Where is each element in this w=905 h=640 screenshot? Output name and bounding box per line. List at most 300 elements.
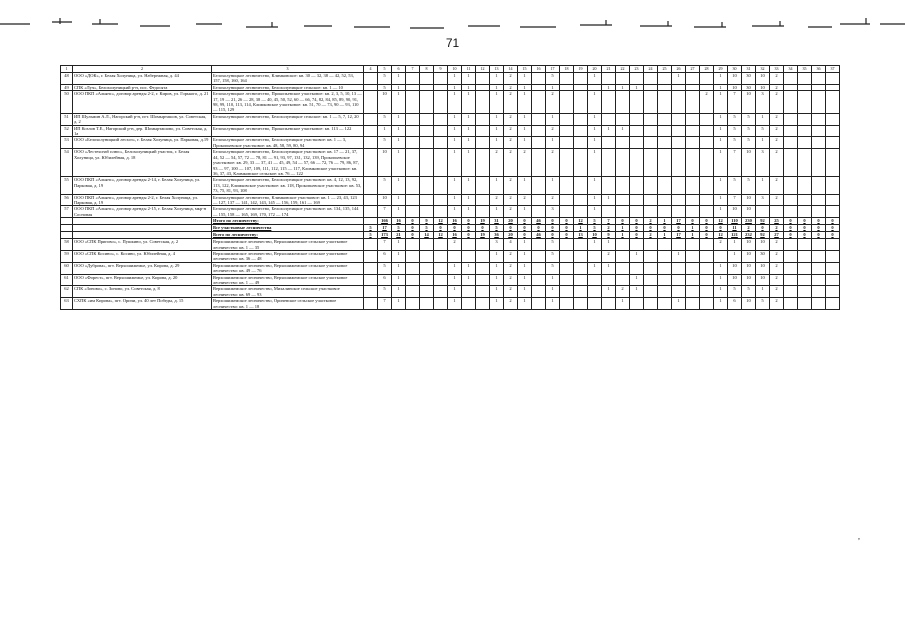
value-cell: 19 — [476, 218, 490, 225]
value-cell: 2 — [504, 262, 518, 274]
row-number-cell: 59 — [61, 250, 73, 262]
value-cell — [826, 113, 840, 125]
value-cell: 2 — [518, 194, 532, 206]
value-cell: 2 — [770, 73, 784, 85]
column-number: 9 — [434, 66, 448, 73]
value-cell — [700, 113, 714, 125]
value-cell — [420, 125, 434, 137]
value-cell — [658, 91, 672, 114]
value-cell — [532, 298, 546, 310]
value-cell: 0 — [462, 232, 476, 239]
value-cell — [602, 149, 616, 177]
value-cell: 1 — [448, 125, 462, 137]
value-cell — [364, 274, 378, 286]
value-cell: 1 — [602, 125, 616, 137]
value-cell — [616, 113, 630, 125]
value-cell: 0 — [826, 225, 840, 232]
value-cell: 0 — [784, 232, 798, 239]
value-cell: 6 — [378, 274, 392, 286]
value-cell: 10 — [728, 206, 742, 218]
value-cell: 2 — [770, 113, 784, 125]
value-cell — [644, 113, 658, 125]
value-cell: 92 — [756, 218, 770, 225]
value-cell: 0 — [756, 225, 770, 232]
value-cell — [826, 137, 840, 149]
organization-cell: ООО «ДОК», г. Белая Холуница, ул. Набережная, д. 44 — [73, 73, 212, 85]
organization-cell: ООО «СПК Пригово», с. Пушкино, ул. Советская, д. 2 — [73, 239, 212, 251]
value-cell: 1 — [518, 137, 532, 149]
row-number-cell: 49 — [61, 84, 73, 90]
value-cell: 2 — [546, 149, 560, 177]
table-row — [61, 286, 840, 298]
value-cell — [574, 113, 588, 125]
value-cell — [434, 194, 448, 206]
value-cell — [826, 149, 840, 177]
value-cell — [364, 262, 378, 274]
value-cell: 0 — [518, 218, 532, 225]
location-cell: Все участковые лесничества — [212, 225, 364, 232]
location-cell: Белохолуницкое лесничество, Прокопьевское участковое: кв. 2, 3, 5, 10, 13 — 17, 19 — 21, 26 — 28, 38 — 40, 45, 50, 52, 60 — 66, 74, 82, 84, 85, 89, 90, 91, 98, 99, 110, 113, 114, Климковское участковое: кв. 51, 70 — 73, 90 — 93, 110 — 115, 129 — [213, 91, 362, 113]
value-cell: 1 — [588, 125, 602, 137]
value-cell — [364, 91, 378, 114]
value-cell: 10 — [756, 274, 770, 286]
value-cell — [644, 149, 658, 177]
value-cell — [672, 206, 686, 218]
value-cell: 0 — [798, 218, 812, 225]
value-cell: 5 — [546, 239, 560, 251]
value-cell: 0 — [672, 225, 686, 232]
value-cell — [560, 239, 574, 251]
value-cell — [616, 262, 630, 274]
value-cell — [630, 239, 644, 251]
value-cell — [532, 73, 546, 85]
value-cell — [812, 298, 826, 310]
value-cell — [434, 239, 448, 251]
value-cell: 232 — [742, 232, 756, 239]
value-cell — [686, 206, 700, 218]
value-cell — [644, 286, 658, 298]
value-cell: 1 — [630, 274, 644, 286]
value-cell: 5 — [364, 225, 378, 232]
location-cell: Белохолуницкое лесничество, Белохолуницкое сельское: кв. 1 — 10 — [212, 84, 364, 90]
table-row — [61, 149, 840, 177]
value-cell: 2 — [546, 194, 560, 206]
organization-cell — [73, 218, 212, 225]
value-cell — [574, 149, 588, 177]
value-cell — [630, 194, 644, 206]
value-cell — [812, 73, 826, 85]
value-cell — [644, 239, 658, 251]
value-cell — [686, 113, 700, 125]
location-cell: Белохолуницкое лесничество, Прокопьевское участковое: кв. 113 — 122 — [212, 125, 364, 137]
value-cell — [826, 91, 840, 114]
value-cell — [476, 262, 490, 274]
value-cell: 0 — [630, 218, 644, 225]
value-cell: 12 — [714, 218, 728, 225]
value-cell — [364, 113, 378, 125]
value-cell: 1 — [616, 125, 630, 137]
location-cell: Белохолуницкое лесничество, Белохолуницкое участковое: кв. 4, 12, 13, 92, 113, 122, Климковское участковое: кв. 118, Прокопьевское участковое: кв. 53, 73, 75, 81, 93, 108 — [212, 177, 364, 194]
value-cell: 1 — [518, 298, 532, 310]
value-cell: 1 — [546, 84, 560, 90]
value-cell: 1 — [728, 250, 742, 262]
value-cell: 0 — [406, 232, 420, 239]
column-number: 4 — [364, 66, 378, 73]
location-cell: Белохолуницкое лесничество, Климковское участковое: кв. 1 — 23, 43, 123 — 127, 137 — 141, 142, 143, 145 — 156, 159, 161 — 169 — [212, 194, 364, 206]
value-cell — [700, 206, 714, 218]
row-number-cell: 52 — [61, 125, 73, 137]
organization-cell: ООО ПКП «Альянс», договор аренды 2-2, г. Белая Холуница, ул. Парковая, д. 19 — [73, 194, 212, 206]
row-number-cell: 54 — [61, 149, 73, 177]
value-cell: 230 — [742, 218, 756, 225]
value-cell: 27 — [770, 232, 784, 239]
value-cell: 0 — [546, 225, 560, 232]
value-cell: 20 — [504, 218, 518, 225]
value-cell: 2 — [714, 239, 728, 251]
value-cell: 1 — [518, 84, 532, 90]
table-row — [61, 177, 840, 194]
value-cell — [784, 194, 798, 206]
organization-cell: ООО ПКП «Альянс», договор аренды 2-14, г. Белая Холуница, ул. Парковая, д. 19 — [73, 177, 212, 194]
value-cell — [364, 218, 378, 225]
value-cell: 5 — [742, 137, 756, 149]
value-cell: 1 — [714, 262, 728, 274]
value-cell: 1 — [490, 84, 504, 90]
value-cell: 5 — [378, 73, 392, 85]
value-cell — [602, 298, 616, 310]
column-number: 2 — [73, 66, 212, 73]
value-cell: 5 — [378, 113, 392, 125]
location-cell: Верхошижемское лесничество, Оричевское сельское участковое лесничество: кв. 1 — 18 — [212, 298, 364, 310]
value-cell: 2 — [700, 91, 714, 114]
value-cell — [798, 298, 812, 310]
value-cell — [784, 73, 798, 85]
value-cell — [532, 262, 546, 274]
column-number: 20 — [588, 66, 602, 73]
value-cell: 7 — [728, 194, 742, 206]
value-cell — [658, 137, 672, 149]
value-cell — [644, 250, 658, 262]
value-cell: 1 — [574, 225, 588, 232]
column-number: 27 — [686, 66, 700, 73]
value-cell: 5 — [728, 137, 742, 149]
value-cell — [826, 239, 840, 251]
value-cell: 10 — [742, 206, 756, 218]
value-cell — [406, 177, 420, 194]
value-cell: 2 — [770, 84, 784, 90]
value-cell — [602, 274, 616, 286]
value-cell — [700, 149, 714, 177]
value-cell — [812, 262, 826, 274]
value-cell — [616, 73, 630, 85]
value-cell — [644, 262, 658, 274]
value-cell — [658, 113, 672, 125]
value-cell — [784, 177, 798, 194]
value-cell: 1 — [448, 177, 462, 194]
row-number-cell: 58 — [61, 239, 73, 251]
value-cell: 1 — [448, 286, 462, 298]
value-cell: 2 — [602, 225, 616, 232]
value-cell — [812, 194, 826, 206]
value-cell: 1 — [518, 125, 532, 137]
value-cell — [602, 113, 616, 125]
value-cell: 0 — [700, 218, 714, 225]
value-cell — [476, 286, 490, 298]
value-cell: 2 — [770, 91, 784, 114]
value-cell: 5 — [378, 286, 392, 298]
value-cell — [700, 262, 714, 274]
value-cell: 5 — [392, 225, 406, 232]
value-cell: 1 — [714, 286, 728, 298]
value-cell — [672, 239, 686, 251]
value-cell — [406, 239, 420, 251]
value-cell — [812, 125, 826, 137]
value-cell: 16 — [448, 232, 462, 239]
row-number-cell: 63 — [61, 298, 73, 310]
value-cell: 2 — [644, 218, 658, 225]
value-cell — [616, 194, 630, 206]
organization-cell: ООО «Форест», пгт. Верхошижемье, ул. Кирова, д. 20 — [73, 274, 212, 286]
value-cell: 0 — [532, 225, 546, 232]
value-cell: 2 — [770, 262, 784, 274]
value-cell — [574, 262, 588, 274]
value-cell: 1 — [462, 206, 476, 218]
value-cell: 0 — [560, 218, 574, 225]
value-cell: 5 — [378, 137, 392, 149]
value-cell: 21 — [392, 232, 406, 239]
value-cell — [364, 206, 378, 218]
value-cell — [798, 125, 812, 137]
value-cell — [798, 206, 812, 218]
value-cell: 2 — [504, 84, 518, 90]
value-cell — [420, 239, 434, 251]
value-cell: 2 — [770, 177, 784, 194]
value-cell: 5 — [420, 225, 434, 232]
value-cell: 2 — [504, 73, 518, 85]
value-cell: 1 — [588, 113, 602, 125]
row-number-cell — [61, 232, 73, 239]
value-cell — [434, 298, 448, 310]
value-cell — [630, 73, 644, 85]
value-cell: 1 — [490, 298, 504, 310]
value-cell — [700, 274, 714, 286]
value-cell: 1 — [392, 149, 406, 177]
value-cell — [658, 125, 672, 137]
value-cell — [686, 137, 700, 149]
value-cell: 0 — [546, 232, 560, 239]
value-cell — [700, 73, 714, 85]
value-cell: 1 — [392, 91, 406, 114]
value-cell — [672, 177, 686, 194]
value-cell — [658, 73, 672, 85]
value-cell — [798, 137, 812, 149]
value-cell: 1 — [546, 113, 560, 125]
value-cell — [406, 298, 420, 310]
value-cell: 46 — [532, 232, 546, 239]
column-number: 29 — [714, 66, 728, 73]
total-row — [61, 225, 840, 232]
value-cell: 1 — [616, 84, 630, 90]
value-cell: 1 — [462, 177, 476, 194]
value-cell: 2 — [504, 206, 518, 218]
value-cell — [770, 206, 784, 218]
value-cell — [700, 250, 714, 262]
value-cell: 1 — [588, 262, 602, 274]
value-cell: 12 — [714, 232, 728, 239]
value-cell — [434, 113, 448, 125]
value-cell: 1 — [378, 125, 392, 137]
column-number: 15 — [518, 66, 532, 73]
value-cell: 10 — [378, 194, 392, 206]
value-cell: 5 — [588, 225, 602, 232]
value-cell — [532, 91, 546, 114]
value-cell — [784, 274, 798, 286]
value-cell: 1 — [392, 73, 406, 85]
value-cell — [406, 137, 420, 149]
value-cell — [476, 239, 490, 251]
column-number: 19 — [574, 66, 588, 73]
value-cell: 1 — [392, 250, 406, 262]
value-cell — [560, 286, 574, 298]
column-number: 30 — [728, 66, 742, 73]
value-cell — [420, 298, 434, 310]
value-cell: 1 — [518, 113, 532, 125]
value-cell: 12 — [574, 218, 588, 225]
value-cell — [476, 149, 490, 177]
value-cell — [406, 274, 420, 286]
value-cell — [434, 91, 448, 114]
value-cell — [574, 206, 588, 218]
value-cell: 5 — [546, 73, 560, 85]
value-cell: 3 — [546, 206, 560, 218]
value-cell: 1 — [392, 137, 406, 149]
value-cell — [630, 113, 644, 125]
value-cell — [602, 177, 616, 194]
column-number: 10 — [448, 66, 462, 73]
value-cell: 0 — [812, 225, 826, 232]
organization-cell: ООО «Лестехснаб плюс», Белохолуницкий участок, г. Белая Холуница, ул. Юбилейная, д. 18 — [73, 149, 212, 177]
value-cell: 0 — [812, 218, 826, 225]
value-cell: 1 — [448, 113, 462, 125]
value-cell: 17 — [378, 225, 392, 232]
value-cell: 16 — [448, 218, 462, 225]
value-cell: 10 — [728, 274, 742, 286]
value-cell: 1 — [546, 137, 560, 149]
value-cell: 2 — [770, 286, 784, 298]
value-cell: 10 — [756, 73, 770, 85]
table-row — [61, 298, 840, 310]
column-number: 36 — [812, 66, 826, 73]
value-cell — [644, 206, 658, 218]
value-cell: 1 — [448, 194, 462, 206]
value-cell: 1 — [392, 194, 406, 206]
column-number: 12 — [476, 66, 490, 73]
value-cell — [420, 194, 434, 206]
value-cell — [826, 177, 840, 194]
value-cell: 1 — [602, 286, 616, 298]
column-number: 13 — [490, 66, 504, 73]
value-cell: 5 — [756, 125, 770, 137]
value-cell — [406, 262, 420, 274]
value-cell — [630, 137, 644, 149]
value-cell: 1 — [490, 137, 504, 149]
value-cell — [462, 286, 476, 298]
value-cell — [588, 298, 602, 310]
value-cell: 17 — [672, 218, 686, 225]
value-cell — [462, 239, 476, 251]
row-number-cell — [61, 218, 73, 225]
value-cell — [560, 298, 574, 310]
value-cell — [826, 73, 840, 85]
value-cell: 1 — [686, 225, 700, 232]
value-cell: 1 — [602, 84, 616, 90]
table-row — [61, 113, 840, 125]
value-cell — [784, 137, 798, 149]
value-cell — [476, 298, 490, 310]
value-cell: 0 — [406, 218, 420, 225]
value-cell — [448, 250, 462, 262]
value-cell — [826, 250, 840, 262]
value-cell — [574, 177, 588, 194]
value-cell: 1 — [714, 137, 728, 149]
column-number: 22 — [616, 66, 630, 73]
value-cell: 5 — [742, 125, 756, 137]
organization-cell — [73, 232, 212, 239]
value-cell — [616, 206, 630, 218]
value-cell — [476, 91, 490, 114]
value-cell: 19 — [476, 232, 490, 239]
value-cell: 1 — [546, 298, 560, 310]
column-number: 7 — [406, 66, 420, 73]
value-cell — [532, 177, 546, 194]
value-cell — [644, 298, 658, 310]
value-cell: 1 — [448, 137, 462, 149]
location-cell: Белохолуницкое лесничество, Климковское: кв. 30 — 32, 38 — 42, 52, 53, 157, 158, 160, 164 — [212, 73, 364, 85]
value-cell — [798, 286, 812, 298]
value-cell — [406, 113, 420, 125]
value-cell — [658, 286, 672, 298]
value-cell — [784, 125, 798, 137]
value-cell — [630, 262, 644, 274]
column-number: 31 — [742, 66, 756, 73]
row-number-cell — [61, 225, 73, 232]
scan-page-edge-marks — [0, 0, 905, 40]
value-cell: 0 — [406, 225, 420, 232]
value-cell — [574, 91, 588, 114]
value-cell — [686, 298, 700, 310]
value-cell — [434, 149, 448, 177]
value-cell — [420, 262, 434, 274]
value-cell — [560, 262, 574, 274]
value-cell — [812, 286, 826, 298]
column-number: 5 — [378, 66, 392, 73]
value-cell — [602, 73, 616, 85]
value-cell: 10 — [742, 194, 756, 206]
value-cell — [714, 250, 728, 262]
value-cell — [784, 250, 798, 262]
value-cell — [616, 250, 630, 262]
value-cell — [658, 149, 672, 177]
value-cell — [644, 91, 658, 114]
column-number: 18 — [560, 66, 574, 73]
value-cell — [686, 125, 700, 137]
value-cell: 2 — [504, 177, 518, 194]
value-cell: 10 — [742, 239, 756, 251]
value-cell: 30 — [742, 84, 756, 90]
value-cell — [812, 177, 826, 194]
value-cell: 2 — [770, 194, 784, 206]
location-cell: Верхошижемское лесничество, Верхошижемское сельское участковое лесничество: кв. 36 — 48 — [212, 250, 364, 262]
